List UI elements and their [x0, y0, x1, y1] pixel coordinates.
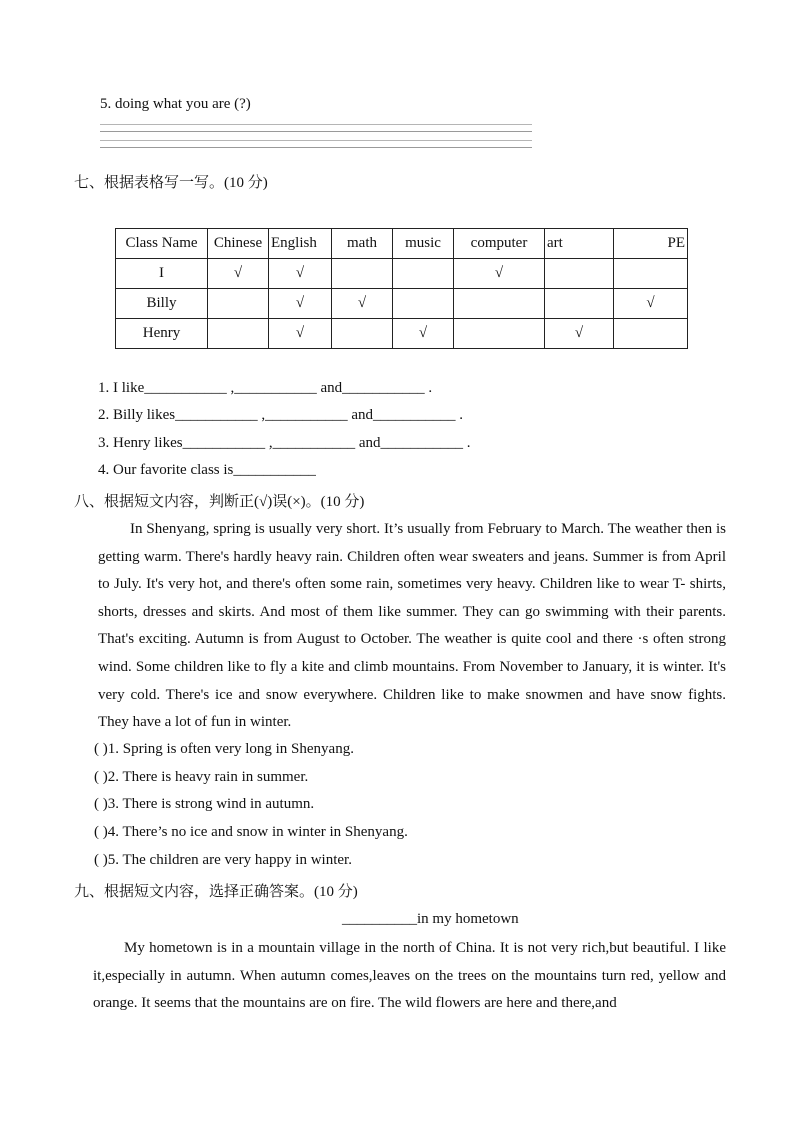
table-cell: [454, 319, 545, 349]
table-cell: [545, 259, 614, 289]
question-7-1: 1. I like___________ ,___________ and___________ .: [98, 380, 433, 396]
table-cell: [208, 289, 269, 319]
writing-line: [100, 124, 532, 125]
table-header-cell: English: [269, 229, 332, 259]
writing-line: [100, 147, 532, 148]
table-cell: √: [269, 319, 332, 349]
question-7-2: 2. Billy likes___________ ,___________ and___________ .: [98, 407, 463, 423]
question-7-3: 3. Henry likes___________ ,___________ and___________ .: [98, 435, 471, 451]
table-cell: √: [269, 259, 332, 289]
table-header-cell: Chinese: [208, 229, 269, 259]
judge-item-1: ( )1. Spring is often very long in Shenyang.: [94, 741, 354, 757]
table-row: [116, 289, 688, 319]
passage-title: __________in my hometown: [342, 911, 519, 927]
section-7-title: 七、根据表格写一写。(10 分): [74, 175, 268, 191]
answer-writing-lines: [100, 124, 532, 156]
question-6-5: 5. doing what you are (?): [100, 96, 251, 112]
table-cell: [332, 319, 393, 349]
table-header-cell: math: [332, 229, 393, 259]
section-9-passage: My hometown is in a mountain village in the north of China. It is not very rich,but beautiful. I like it,especially in autumn. When autumn comes,leaves on the trees on the mountains turn red, yellow and orange. It seems that the mountains are on fire. The wild flowers are here and there,and: [93, 940, 726, 1011]
table-row: [116, 319, 688, 349]
table-cell: √: [614, 289, 688, 319]
table-cell: √: [332, 289, 393, 319]
writing-line: [100, 131, 532, 132]
section-8-title: 八、根据短文内容，判断正(√)误(×)。(10 分): [74, 494, 365, 510]
table-cell: [614, 319, 688, 349]
table-header-cell: PE: [614, 229, 688, 259]
table-header-cell: computer: [454, 229, 545, 259]
table-header-row: [116, 229, 688, 259]
table-row: [116, 259, 688, 289]
table-header-cell: art: [545, 229, 614, 259]
table-cell: [208, 319, 269, 349]
writing-line: [100, 140, 532, 141]
table-cell: √: [454, 259, 545, 289]
table-row-name: Henry: [116, 319, 208, 349]
judge-item-3: ( )3. There is strong wind in autumn.: [94, 796, 315, 812]
table-row-name: Billy: [116, 289, 208, 319]
subject-table: [115, 228, 688, 349]
table-cell: [614, 259, 688, 289]
judge-item-4: ( )4. There’s no ice and snow in winter in Shenyang.: [94, 824, 408, 840]
table-cell: √: [545, 319, 614, 349]
table-cell: [454, 289, 545, 319]
table-cell: [332, 259, 393, 289]
table-header-cell: Class Name: [116, 229, 208, 259]
table-cell: √: [269, 289, 332, 319]
section-9-title: 九、根据短文内容，选择正确答案。(10 分): [74, 884, 358, 900]
table-cell: [545, 289, 614, 319]
table-cell: √: [393, 319, 454, 349]
table-cell: [393, 289, 454, 319]
judge-item-5: ( )5. The children are very happy in winter.: [94, 852, 352, 868]
judge-item-2: ( )2. There is heavy rain in summer.: [94, 769, 309, 785]
question-7-4: 4. Our favorite class is___________: [98, 462, 316, 478]
table-cell: [393, 259, 454, 289]
table-header-cell: music: [393, 229, 454, 259]
section-8-passage: In Shenyang, spring is usually very short. It’s usually from February to March. The weather then is getting warm. There's hardly heavy rain. Children often wear sweaters and jeans. Summer is from April to July. It's very hot, and there's often some rain, sometimes very heavy. Children like to wear T- shirts, shorts, dresses and skirts. And most of them like summer. They can go swimming with their parents. That's exciting. Autumn is from August to October. The weather is quite cool and there ·s often strong wind. Some children like to fly a kite and climb mountains. From November to January, it is winter. It's very cold. There's ice and snow everywhere. Children like to make snowmen and have snow fights. They have a lot of fun in winter.: [98, 521, 726, 731]
table-row-name: I: [116, 259, 208, 289]
table-cell: √: [208, 259, 269, 289]
